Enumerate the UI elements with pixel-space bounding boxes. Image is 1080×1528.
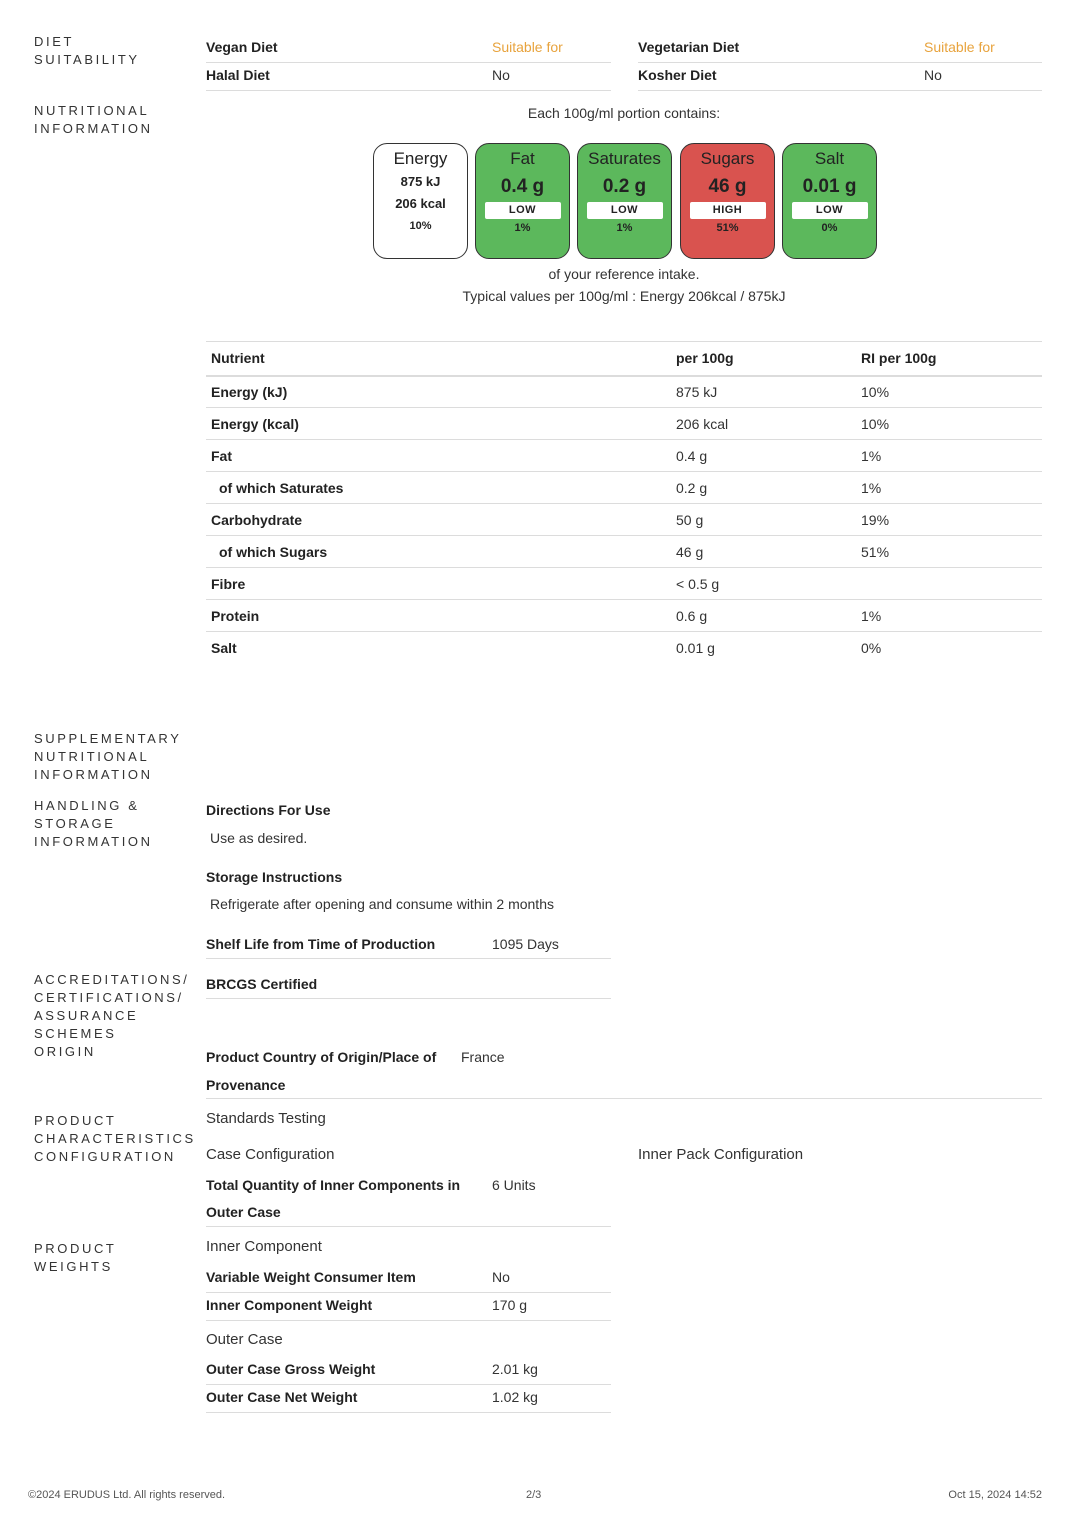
divider: [206, 90, 611, 91]
divider: [206, 1320, 611, 1321]
section-label-nutrition: NUTRITIONAL INFORMATION: [34, 103, 153, 136]
origin-label-line2: Provenance: [206, 1077, 286, 1093]
outer-case-heading: Outer Case: [206, 1331, 283, 1348]
gross-weight-value: 2.01 kg: [492, 1361, 538, 1377]
traffic-light-saturates: [577, 143, 672, 259]
nutrient-per-100g: 0.2 g: [671, 472, 856, 504]
nutrient-ri: 10%: [856, 376, 1042, 408]
traffic-light-fat: [475, 143, 570, 259]
nutrient-name: Energy (kcal): [206, 408, 671, 440]
table-row: [206, 376, 1042, 408]
table-row: [206, 472, 1042, 504]
inner-component-weight-label: Inner Component Weight: [206, 1297, 373, 1313]
divider: [206, 1226, 611, 1227]
nutrient-ri: 51%: [856, 536, 1042, 568]
nutrition-table: [206, 341, 1042, 664]
footer-page-number: 2/3: [526, 1489, 542, 1501]
fat-pct: 1%: [514, 222, 531, 234]
nutrient-ri: 19%: [856, 504, 1042, 536]
nutrient-ri: [856, 568, 1042, 600]
table-row: [206, 632, 1042, 664]
traffic-light-salt: [782, 143, 877, 259]
standards-testing-heading: Standards Testing: [206, 1110, 326, 1127]
traffic-light-energy: [373, 143, 468, 259]
vegetarian-diet-value: Suitable for: [924, 39, 995, 55]
divider: [206, 998, 611, 999]
nutrient-name: Energy (kJ): [206, 376, 671, 408]
table-row: [206, 568, 1042, 600]
section-label-weights: PRODUCT WEIGHTS: [34, 1241, 117, 1274]
nutrient-name: of which Sugars: [206, 536, 671, 568]
nutrient-name: of which Saturates: [206, 472, 671, 504]
kosher-diet-value: No: [924, 67, 942, 83]
inner-component-weight-value: 170 g: [492, 1297, 528, 1313]
inner-pack-configuration-heading: Inner Pack Configuration: [638, 1146, 804, 1163]
fat-value: 0.4 g: [500, 176, 545, 197]
table-row: [206, 536, 1042, 568]
nutrient-ri: 0%: [861, 639, 882, 656]
nutrient-name: Fibre: [206, 568, 671, 600]
divider: [206, 62, 611, 63]
energy-kj: 875 kJ: [400, 174, 441, 189]
nutrient-per-100g: 0.01 g: [676, 639, 715, 656]
table-row: [206, 440, 1042, 472]
saturates-pct: 1%: [616, 222, 633, 234]
energy-kcal: 206 kcal: [395, 196, 446, 211]
halal-diet-value: No: [492, 67, 510, 83]
nutrient-name: Carbohydrate: [206, 504, 671, 536]
nutrient-name: Fat: [206, 440, 671, 472]
saturates-value: 0.2 g: [602, 176, 647, 197]
table-row: [206, 504, 1042, 536]
sugars-value: 46 g: [708, 176, 747, 197]
vegan-diet-value: Suitable for: [492, 39, 563, 55]
column-header-ri: RI per 100g: [856, 342, 1042, 376]
column-header-nutrient: Nutrient: [206, 342, 671, 376]
saturates-band: LOW: [587, 202, 663, 219]
table-row: [206, 600, 1042, 632]
nutrient-per-100g: 46 g: [671, 536, 856, 568]
sugars-band: HIGH: [690, 202, 766, 219]
gross-weight-label: Outer Case Gross Weight: [206, 1361, 376, 1377]
nutrient-ri: 1%: [856, 472, 1042, 504]
divider: [638, 62, 1042, 63]
footer-copyright: ©2024 ERUDUS Ltd. All rights reserved.: [28, 1489, 226, 1501]
energy-pct: 10%: [409, 220, 432, 232]
directions-label: Directions For Use: [206, 802, 331, 818]
divider: [206, 1384, 611, 1385]
fat-name: Fat: [510, 149, 535, 168]
case-configuration-heading: Case Configuration: [206, 1146, 335, 1163]
nutrient-per-100g: < 0.5 g: [671, 568, 856, 600]
sugars-name: Sugars: [700, 149, 755, 168]
kosher-diet-label: Kosher Diet: [638, 67, 717, 83]
portion-intro: Each 100g/ml portion contains:: [527, 105, 721, 121]
nutrient-per-100g: 50 g: [671, 504, 856, 536]
table-row: [206, 408, 1042, 440]
nutrient-name: Salt: [211, 639, 237, 656]
traffic-light-sugars: [680, 143, 775, 259]
vegan-diet-label: Vegan Diet: [206, 39, 278, 55]
storage-value: Refrigerate after opening and consume within 2 months: [210, 896, 554, 912]
salt-pct: 0%: [821, 222, 838, 234]
divider: [206, 1412, 611, 1413]
shelf-life-value: 1095 Days: [492, 936, 559, 952]
salt-value: 0.01 g: [802, 176, 857, 197]
nutrient-name: Protein: [206, 600, 671, 632]
origin-label-line1: Product Country of Origin/Place of: [206, 1049, 437, 1065]
halal-diet-label: Halal Diet: [206, 67, 270, 83]
total-inner-value: 6 Units: [492, 1177, 536, 1193]
nutrient-per-100g: 206 kcal: [671, 408, 856, 440]
footer-date: Oct 15, 2024 14:52: [948, 1489, 1042, 1501]
nutrient-per-100g: 0.6 g: [671, 600, 856, 632]
column-header-per-100g: per 100g: [671, 342, 856, 376]
variable-weight-label: Variable Weight Consumer Item: [206, 1269, 416, 1285]
nutrient-per-100g: 875 kJ: [671, 376, 856, 408]
saturates-name: Saturates: [588, 149, 661, 168]
energy-name: Energy: [393, 149, 448, 168]
storage-label: Storage Instructions: [206, 869, 343, 885]
nutrient-per-100g: 0.4 g: [671, 440, 856, 472]
brcgs-certified: BRCGS Certified: [206, 976, 318, 992]
salt-name: Salt: [814, 149, 845, 168]
reference-intake-text: of your reference intake.: [548, 266, 700, 282]
total-inner-label-line2: Outer Case: [206, 1204, 281, 1220]
divider: [206, 1292, 611, 1293]
section-label-accreditations: ACCREDITATIONS/ CERTIFICATIONS/ ASSURANCE SCHEMES ORIGIN: [34, 972, 190, 1059]
nutrient-ri: 1%: [856, 440, 1042, 472]
sugars-pct: 51%: [716, 222, 739, 234]
shelf-life-label: Shelf Life from Time of Production: [206, 936, 436, 952]
divider: [638, 90, 1042, 91]
inner-component-heading: Inner Component: [206, 1238, 322, 1255]
vegetarian-diet-label: Vegetarian Diet: [638, 39, 740, 55]
directions-value: Use as desired.: [210, 830, 308, 846]
salt-band: LOW: [792, 202, 868, 219]
origin-value: France: [461, 1049, 505, 1065]
net-weight-label: Outer Case Net Weight: [206, 1389, 358, 1405]
divider: [206, 1098, 1042, 1099]
fat-band: LOW: [485, 202, 561, 219]
total-inner-label-line1: Total Quantity of Inner Components in: [206, 1177, 461, 1193]
table-header-row: [206, 342, 1042, 376]
section-label-supplementary: SUPPLEMENTARY NUTRITIONAL INFORMATION: [34, 731, 182, 782]
section-label-handling: HANDLING & STORAGE INFORMATION: [34, 798, 153, 849]
divider: [206, 958, 611, 959]
variable-weight-value: No: [492, 1269, 510, 1285]
nutrient-ri: 1%: [856, 600, 1042, 632]
net-weight-value: 1.02 kg: [492, 1389, 538, 1405]
nutrient-ri: 10%: [856, 408, 1042, 440]
section-label-characteristics: PRODUCT CHARACTERISTICS CONFIGURATION: [34, 1113, 196, 1164]
typical-values-text: Typical values per 100g/ml : Energy 206kcal / 875kJ: [462, 288, 786, 304]
section-label-diet: DIET SUITABILITY: [34, 34, 140, 67]
